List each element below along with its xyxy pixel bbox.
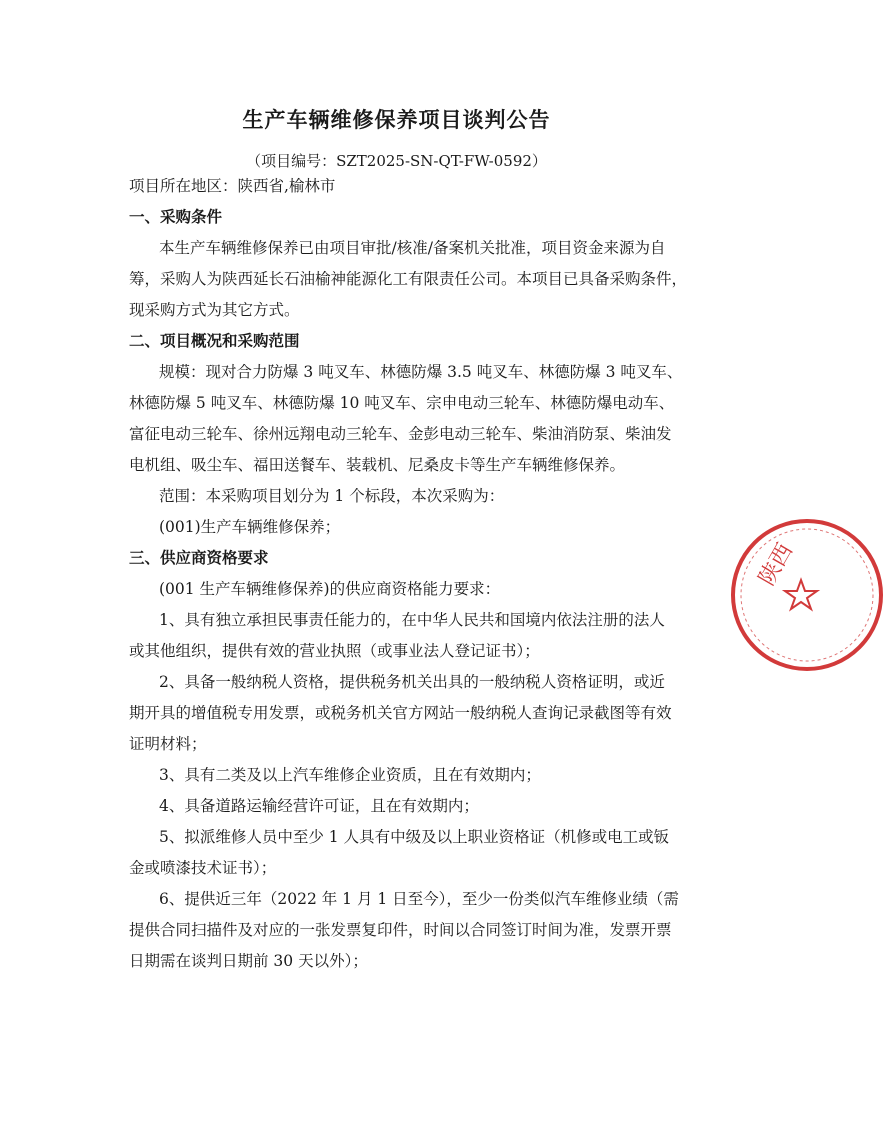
section-heading-project-overview: 二、项目概况和采购范围: [129, 332, 300, 350]
paragraph-line: 金或喷漆技术证书）；: [129, 859, 277, 877]
paragraph-line: 提供合同扫描件及对应的一张发票复印件，时间以合同签订时间为准，发票开票: [129, 921, 672, 939]
seal-star-icon: [785, 580, 817, 609]
project-number: （项目编号：SZT2025-SN-QT-FW-0592）: [246, 152, 547, 170]
paragraph-line: (001)生产车辆维修保养；: [159, 518, 341, 536]
paragraph-line: 现采购方式为其它方式。: [129, 301, 300, 319]
paragraph-line: 证明材料；: [129, 735, 207, 753]
paragraph-line: 林德防爆 5 吨叉车、林德防爆 10 吨叉车、宗申电动三轮车、林德防爆电动车、: [129, 394, 675, 412]
section-heading-supplier-qualifications: 三、供应商资格要求: [129, 549, 269, 567]
seal-inner-ring: [741, 529, 873, 661]
paragraph-line: 规模：现对合力防爆 3 吨叉车、林德防爆 3.5 吨叉车、林德防爆 3 吨叉车、: [159, 363, 683, 381]
paragraph-line: 6、提供近三年（2022 年 1 月 1 日至今），至少一份类似汽车维修业绩（需: [159, 890, 679, 908]
paragraph-line: 富征电动三轮车、徐州远翔电动三轮车、金彭电动三轮车、柴油消防泵、柴油发: [129, 425, 672, 443]
paragraph-line: 3、具有二类及以上汽车维修企业资质，且在有效期内；: [159, 766, 541, 784]
seal-text: 陕西: [754, 539, 799, 590]
paragraph-line: 本生产车辆维修保养已由项目审批/核准/备案机关批准，项目资金来源为自: [159, 239, 666, 257]
section-heading-procurement-conditions: 一、采购条件: [129, 208, 223, 226]
paragraph-line: 或其他组织，提供有效的营业执照（或事业法人登记证书）；: [129, 642, 540, 660]
paragraph-line: 日期需在谈判日期前 30 天以外）；: [129, 952, 368, 970]
official-seal-stamp: [727, 515, 887, 675]
paragraph-line: 期开具的增值税专用发票，或税务机关官方网站一般纳税人查询记录截图等有效: [129, 704, 672, 722]
document-title: 生产车辆维修保养项目谈判公告: [242, 108, 551, 132]
paragraph-line: 范围：本采购项目划分为 1 个标段，本次采购为：: [159, 487, 505, 505]
seal-outer-ring: [733, 521, 881, 669]
paragraph-line: 1、具有独立承担民事责任能力的，在中华人民共和国境内依法注册的法人: [159, 611, 665, 629]
paragraph-line: 5、拟派维修人员中至少 1 人具有中级及以上职业资格证（机修或电工或钣: [159, 828, 670, 846]
paragraph-line: 2、具备一般纳税人资格，提供税务机关出具的一般纳税人资格证明，或近: [159, 673, 665, 691]
paragraph-line: 电机组、吸尘车、福田送餐车、装载机、尼桑皮卡等生产车辆维修保养。: [129, 456, 626, 474]
paragraph-line: 筹，采购人为陕西延长石油榆神能源化工有限责任公司。本项目已具备采购条件，: [129, 270, 688, 288]
paragraph-line: (001 生产车辆维修保养)的供应商资格能力要求：: [159, 580, 501, 598]
project-location: 项目所在地区：陕西省,榆林市: [129, 177, 336, 195]
paragraph-line: 4、具备道路运输经营许可证，且在有效期内；: [159, 797, 479, 815]
